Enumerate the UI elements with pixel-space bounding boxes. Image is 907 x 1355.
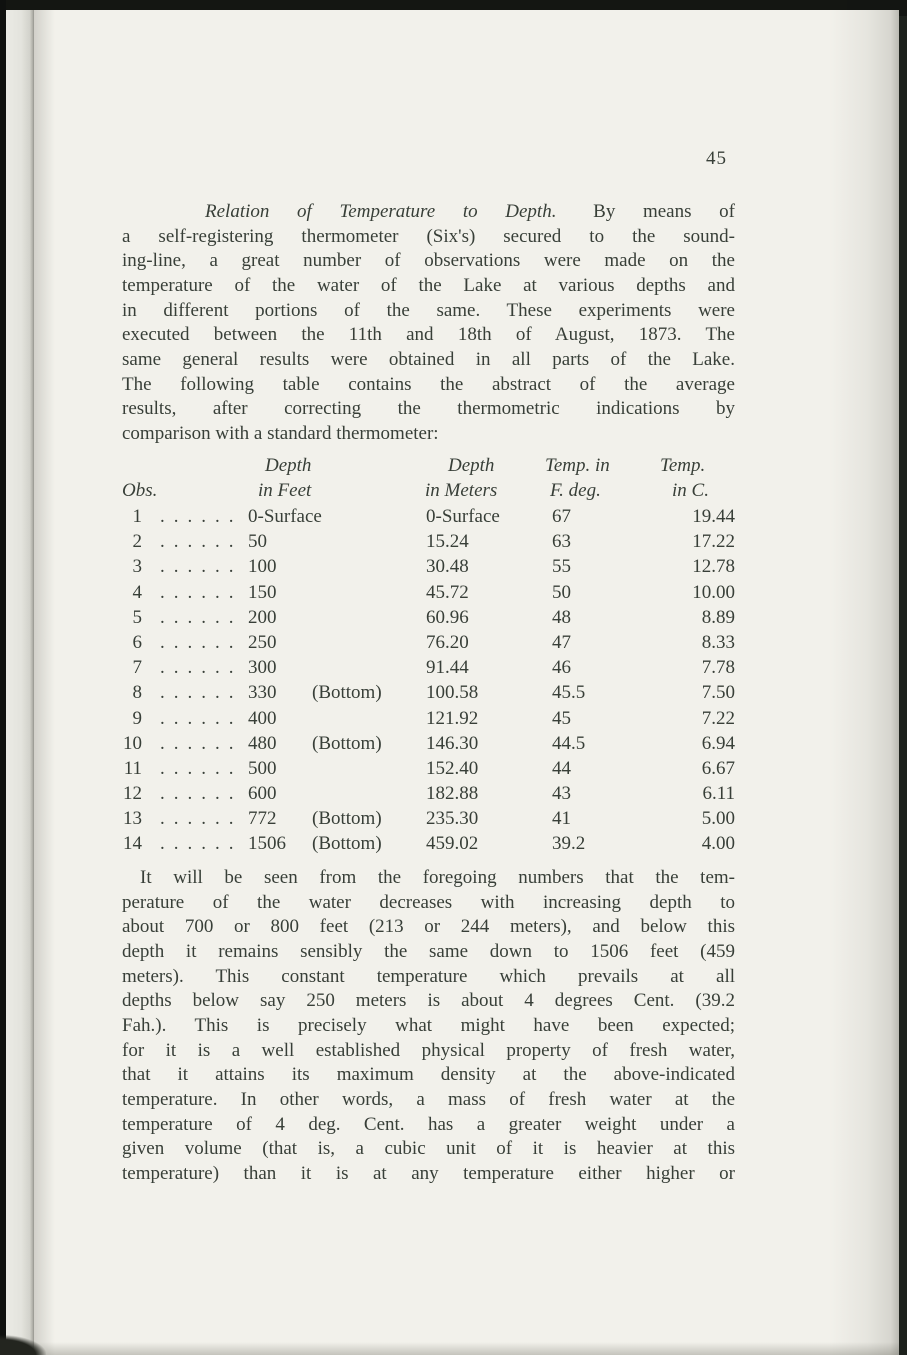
bottom-note: (Bottom): [312, 682, 382, 704]
table-row: [122, 582, 735, 607]
temp-fahrenheit-value: 45.5: [552, 682, 586, 704]
temp-fahrenheit-value: 47: [552, 631, 571, 653]
temp-celsius-value: 17.22: [692, 531, 735, 553]
temp-fahrenheit-value: 50: [552, 581, 571, 603]
body-paragraph: [122, 866, 735, 1187]
text-line: for it is a well established physical property of fresh water,: [122, 1039, 735, 1061]
text-line: comparison with a standard thermometer:: [122, 422, 439, 444]
table-row: [122, 708, 735, 733]
temp-fahrenheit-value: 67: [552, 506, 571, 527]
text-line: in different portions of the same. These experiments were: [122, 299, 735, 321]
leader-dots: ......: [160, 783, 243, 805]
header-depth-meters-2: in Meters: [425, 480, 498, 501]
text-line: ing-line, a great number of observations were made on the: [122, 250, 735, 272]
temp-celsius-value: 12.78: [692, 556, 735, 578]
temp-fahrenheit-value: 44: [552, 757, 571, 779]
text-line: that it attains its maximum density at the above-indicated: [122, 1064, 735, 1086]
text-line: same general results were obtained in all parts of the Lake.: [122, 348, 735, 370]
depth-feet-value: 400: [248, 707, 277, 729]
leader-dots: ......: [160, 506, 243, 527]
text-line: Fah.). This is precisely what might have been expected;: [122, 1014, 735, 1036]
obs-number: 1: [132, 506, 142, 527]
leader-dots: ......: [160, 581, 243, 603]
temp-celsius-value: 6.67: [701, 757, 735, 779]
table-row: [122, 783, 735, 808]
header-obs: Obs.: [122, 480, 158, 501]
depth-feet-value: 600: [248, 783, 277, 805]
leader-dots: ......: [160, 682, 243, 704]
obs-number: 11: [123, 757, 142, 779]
leader-dots: ......: [160, 808, 243, 830]
temp-celsius-value: 10.00: [692, 581, 735, 603]
temp-fahrenheit-value: 39.2: [552, 833, 586, 855]
header-temp-c-2: in C.: [672, 480, 709, 501]
text-line: perature of the water decreases with increasing depth to: [122, 891, 735, 913]
bottom-note: (Bottom): [312, 732, 382, 754]
text-line: about 700 or 800 feet (213 or 244 meters), and below this: [122, 916, 735, 938]
text-line: a self-registering thermometer (Six's) secured to the sound-: [122, 225, 735, 247]
depth-feet-value: 500: [248, 757, 277, 779]
temperature-table-body: [122, 506, 735, 859]
book-gutter: [6, 10, 34, 1355]
page-number: 45: [706, 148, 727, 169]
depth-feet-value: 480: [248, 732, 277, 754]
temp-fahrenheit-value: 55: [552, 556, 571, 578]
header-depth-meters-1: Depth: [448, 455, 495, 476]
depth-feet-value: 772: [248, 808, 277, 830]
text-line: temperature) than it is at any temperature either higher or: [122, 1162, 735, 1184]
depth-meters-value: 0-Surface: [426, 506, 500, 527]
depth-meters-value: 60.96: [426, 606, 469, 628]
depth-meters-value: 76.20: [426, 631, 469, 653]
obs-number: 3: [132, 556, 142, 578]
temp-celsius-value: 8.33: [701, 631, 735, 653]
table-row: [122, 531, 735, 556]
intro-lines: [122, 225, 735, 447]
temp-celsius-value: 7.22: [701, 707, 735, 729]
temp-fahrenheit-value: 48: [552, 606, 571, 628]
obs-number: 13: [123, 808, 142, 830]
depth-feet-value: 0-Surface: [248, 506, 322, 527]
text-line: depths below say 250 meters is about 4 degrees Cent. (39.2: [122, 990, 735, 1012]
depth-feet-value: 250: [248, 631, 277, 653]
depth-feet-value: 100: [248, 556, 277, 578]
text-line: results, after correcting the thermometric indications by: [122, 398, 735, 420]
obs-number: 9: [132, 707, 142, 729]
leader-dots: ......: [160, 757, 243, 779]
text-line: temperature. In other words, a mass of fresh water at the: [122, 1088, 735, 1110]
table-row: [122, 833, 735, 858]
table-row: [122, 506, 735, 531]
temp-fahrenheit-value: 63: [552, 531, 571, 553]
page-content: [122, 10, 735, 1355]
text-line: depth it remains sensibly the same down to 1506 feet (459: [122, 940, 735, 962]
leader-dots: ......: [160, 606, 243, 628]
header-depth-feet-1: Depth: [265, 455, 312, 476]
table-row: [122, 632, 735, 657]
scan-edge-top: [0, 0, 907, 10]
temp-fahrenheit-value: 46: [552, 657, 571, 679]
header-depth-feet-2: in Feet: [258, 480, 312, 501]
intro-paragraph: [122, 200, 735, 447]
depth-meters-value: 91.44: [426, 657, 469, 679]
scan-edge-right: [899, 0, 907, 1355]
depth-meters-value: 45.72: [426, 581, 469, 603]
header-temp-c-1: Temp.: [660, 455, 706, 476]
text-line: meters). This constant temperature which prevails at all: [122, 965, 735, 987]
page: [34, 10, 899, 1355]
bottom-note: (Bottom): [312, 833, 382, 855]
leader-dots: ......: [160, 707, 243, 729]
temp-celsius-value: 6.11: [702, 783, 735, 805]
depth-meters-value: 459.02: [426, 833, 479, 855]
table-header-row-1: [122, 455, 735, 480]
depth-feet-value: 1506: [248, 833, 286, 855]
obs-number: 10: [123, 732, 142, 754]
temp-celsius-value: 7.50: [701, 682, 735, 704]
obs-number: 2: [132, 531, 142, 553]
section-heading: Relation of Temperature to Depth.: [205, 201, 557, 222]
temp-fahrenheit-value: 44.5: [552, 732, 586, 754]
depth-meters-value: 121.92: [426, 707, 479, 729]
temp-fahrenheit-value: 43: [552, 783, 571, 805]
temp-fahrenheit-value: 41: [552, 808, 571, 830]
depth-meters-value: 146.30: [426, 732, 479, 754]
depth-meters-value: 100.58: [426, 682, 479, 704]
text-line: given volume (that is, a cubic unit of it is heavier at this: [122, 1138, 735, 1160]
temp-celsius-value: 5.00: [701, 808, 735, 830]
table-row: [122, 758, 735, 783]
text-line: It will be seen from the foregoing numbers that the tem-: [140, 867, 735, 888]
depth-feet-value: 330: [248, 682, 277, 704]
depth-feet-value: 50: [248, 531, 267, 553]
text-line: executed between the 11th and 18th of August, 1873. The: [122, 324, 735, 346]
obs-number: 5: [132, 606, 142, 628]
depth-feet-value: 150: [248, 581, 277, 603]
text-line: temperature of 4 deg. Cent. has a greater weight under a: [122, 1113, 735, 1135]
depth-meters-value: 15.24: [426, 531, 469, 553]
body-lines: [122, 866, 735, 1187]
leader-dots: ......: [160, 833, 243, 855]
obs-number: 7: [132, 657, 142, 679]
obs-number: 6: [132, 631, 142, 653]
depth-meters-value: 152.40: [426, 757, 479, 779]
temp-celsius-value: 19.44: [692, 506, 735, 527]
leader-dots: ......: [160, 657, 243, 679]
obs-number: 14: [123, 833, 142, 855]
temp-celsius-value: 8.89: [701, 606, 735, 628]
depth-meters-value: 235.30: [426, 808, 479, 830]
leader-dots: ......: [160, 531, 243, 553]
table-row: [122, 808, 735, 833]
temp-fahrenheit-value: 45: [552, 707, 571, 729]
scan-corner-bottom-left: [0, 1335, 46, 1355]
table-row: [122, 733, 735, 758]
table-row: [122, 682, 735, 707]
header-temp-f-1: Temp. in: [545, 455, 610, 476]
depth-meters-value: 30.48: [426, 556, 469, 578]
temperature-table: [122, 455, 735, 859]
scan-bottom-shade: [34, 1342, 899, 1355]
text-line: The following table contains the abstract of the average: [122, 373, 735, 395]
intro-first-line-rest: By means of: [593, 201, 736, 222]
header-temp-f-2: F. deg.: [550, 480, 601, 501]
depth-feet-value: 200: [248, 606, 277, 628]
leader-dots: ......: [160, 631, 243, 653]
intro-first-line: [122, 200, 735, 225]
depth-meters-value: 182.88: [426, 783, 479, 805]
temp-celsius-value: 4.00: [701, 833, 735, 855]
table-row: [122, 607, 735, 632]
obs-number: 12: [123, 783, 142, 805]
temp-celsius-value: 6.94: [701, 732, 735, 754]
leader-dots: ......: [160, 556, 243, 578]
leader-dots: ......: [160, 732, 243, 754]
text-line: temperature of the water of the Lake at various depths and: [122, 274, 735, 296]
bottom-note: (Bottom): [312, 808, 382, 830]
table-row: [122, 556, 735, 581]
obs-number: 4: [132, 581, 142, 603]
temp-celsius-value: 7.78: [701, 657, 735, 679]
depth-feet-value: 300: [248, 657, 277, 679]
table-row: [122, 657, 735, 682]
table-header-row-2: [122, 480, 735, 505]
obs-number: 8: [132, 682, 142, 704]
